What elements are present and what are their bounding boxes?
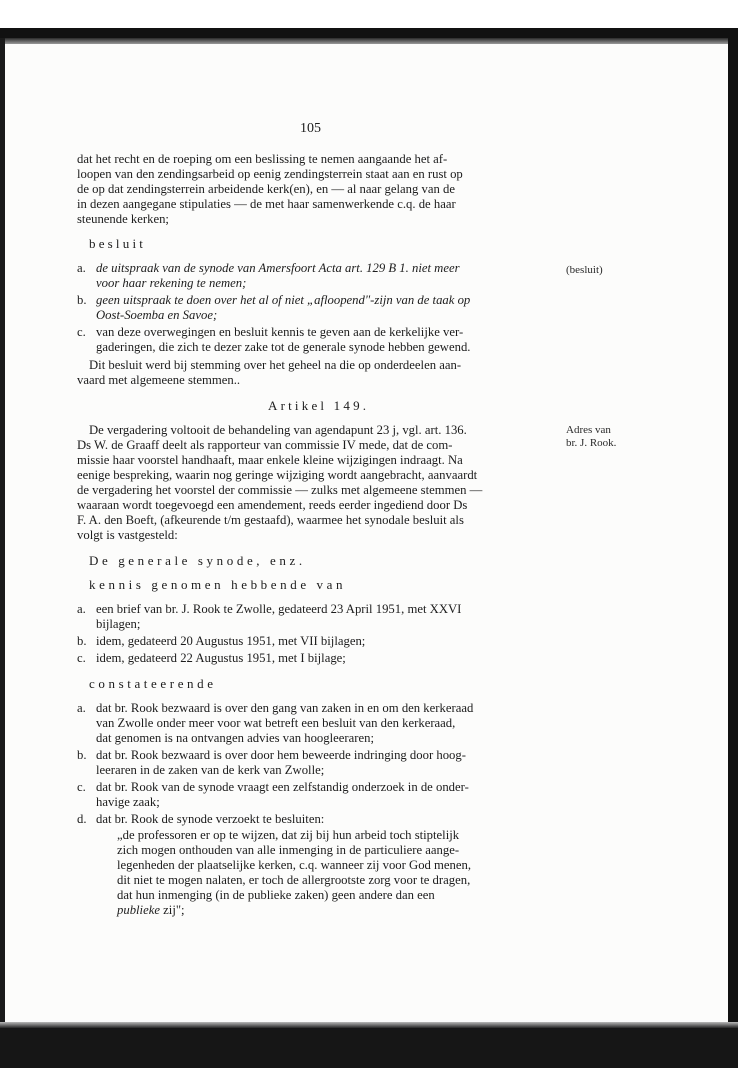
text-line: eenige bespreking, waarin nog geringe wijziging wordt aangebracht, aanvaardt [77, 468, 478, 482]
list-label: d. [77, 812, 87, 826]
list-item-line: dat br. Rook de synode verzoekt te besluiten: [96, 812, 325, 826]
list-item-line: idem, gedateerd 22 Augustus 1951, met I bijlage; [96, 651, 346, 665]
scan-border-bottom [0, 1028, 738, 1068]
list-item-line: een brief van br. J. Rook te Zwolle, gedateerd 23 April 1951, met XXVI [96, 602, 462, 616]
text-line: waaraan wordt toegevoegd een amendement, reeds eerder ingediend door Ds [77, 498, 468, 512]
text-line: vaard met algemeene stemmen.. [77, 373, 241, 387]
list-label: a. [77, 602, 86, 616]
margin-note-adres: Adres van [566, 424, 611, 436]
list-label: c. [77, 651, 86, 665]
quote-line: legenheden der plaatselijke kerken, c.q. wanneer zij voor God menen, [117, 858, 472, 872]
quote-line-last [117, 903, 185, 918]
text-line: loopen van den zendingsarbeid op eenig zendingsterrein staat aan en rust op [77, 167, 463, 181]
artikel-heading: Artikel 149. [268, 398, 370, 413]
list-item-line: dat br. Rook van de synode vraagt een zelfstandig onderzoek in de onder- [96, 780, 469, 794]
list-label: b. [77, 293, 87, 307]
constateerende-heading: constateerende [89, 676, 217, 691]
list-item-line: de uitspraak van de synode van Amersfoort Acta art. 129 B 1. niet meer [96, 261, 460, 275]
list-label: a. [77, 701, 86, 715]
text-line: F. A. den Boeft, (afkeurende t/m gestaafd), waarmee het synodale besluit als [77, 513, 464, 527]
margin-note-besluit: (besluit) [566, 264, 603, 276]
text-line: in dezen aangegane stipulaties — de met haar samenwerkende c.q. de haar [77, 197, 456, 211]
besluit-heading: besluit [89, 236, 147, 251]
quote-line: „de professoren er op te wijzen, dat zij bij hun arbeid toch stiptelijk [117, 828, 460, 842]
quote-line: dat hun inmenging (in de publieke zaken) geen andere dan een [117, 888, 435, 902]
text-line: steunende kerken; [77, 212, 169, 226]
text-line: Ds W. de Graaff deelt als rapporteur van commissie IV mede, dat de com- [77, 438, 453, 452]
text-line: Dit besluit werd bij stemming over het geheel na die op onderdeelen aan- [89, 358, 462, 372]
list-item-line: van Zwolle onder meer voor wat betreft een besluit van den kerkeraad, [96, 716, 456, 730]
text-line: volgt is vastgesteld: [77, 528, 178, 542]
kennis-heading: kennis genomen hebbende van [89, 577, 347, 592]
list-label: c. [77, 325, 86, 339]
list-item-line: dat genomen is na ontvangen advies van hoogleeraren; [96, 731, 374, 745]
scan-border-right [728, 28, 738, 1068]
list-label: b. [77, 634, 87, 648]
list-item-line: havige zaak; [96, 795, 160, 809]
list-item-line: geen uitspraak te doen over het al of niet „afloopend"-zijn van de taak op [96, 293, 471, 307]
margin-note-adres: br. J. Rook. [566, 437, 617, 449]
list-item-line: voor haar rekening te nemen; [96, 276, 247, 290]
synode-heading: De generale synode, enz. [89, 553, 306, 568]
page-number: 105 [300, 121, 321, 136]
list-label: a. [77, 261, 86, 275]
list-item-line: Oost-Soemba en Savoe; [96, 308, 218, 322]
list-item-line: dat br. Rook bezwaard is over door hem beweerde indringing door hoog- [96, 748, 466, 762]
list-label: b. [77, 748, 87, 762]
list-item-line: leeraren in de zaken van de kerk van Zwolle; [96, 763, 325, 777]
quote-end: zij"; [159, 903, 185, 917]
quote-line: zich mogen onthouden van alle inmenging in de particuliere aange- [117, 843, 460, 857]
list-item-line: bijlagen; [96, 617, 141, 631]
list-label: c. [77, 780, 86, 794]
text-line: de op dat zendingsterrein arbeidende kerk(en), en — al naar gelang van de [77, 182, 455, 196]
text-line: de vergadering het voorstel der commissie — zulks met algemeene stemmen — [77, 483, 483, 497]
list-item-line: van deze overwegingen en besluit kennis te geven aan de kerkelijke ver- [96, 325, 464, 339]
scan-border-top [0, 28, 738, 38]
quote-emphasis: publieke [117, 903, 160, 917]
list-item-line: dat br. Rook bezwaard is over den gang van zaken in en om den kerkeraad [96, 701, 474, 715]
text-line: dat het recht en de roeping om een beslissing te nemen aangaande het af- [77, 152, 448, 166]
quote-line: dit niet te mogen nalaten, er toch de allergrootste zorg voor te dragen, [117, 873, 471, 887]
list-item-line: gaderingen, die zich te dezer zake tot de generale synode hebben gewend. [96, 340, 471, 354]
text-line: missie haar voorstel handhaaft, maar enkele kleine wijzigingen indraagt. Na [77, 453, 463, 467]
text-line: De vergadering voltooit de behandeling van agendapunt 23 j, vgl. art. 136. [89, 423, 467, 437]
list-item-line: idem, gedateerd 20 Augustus 1951, met VII bijlagen; [96, 634, 366, 648]
